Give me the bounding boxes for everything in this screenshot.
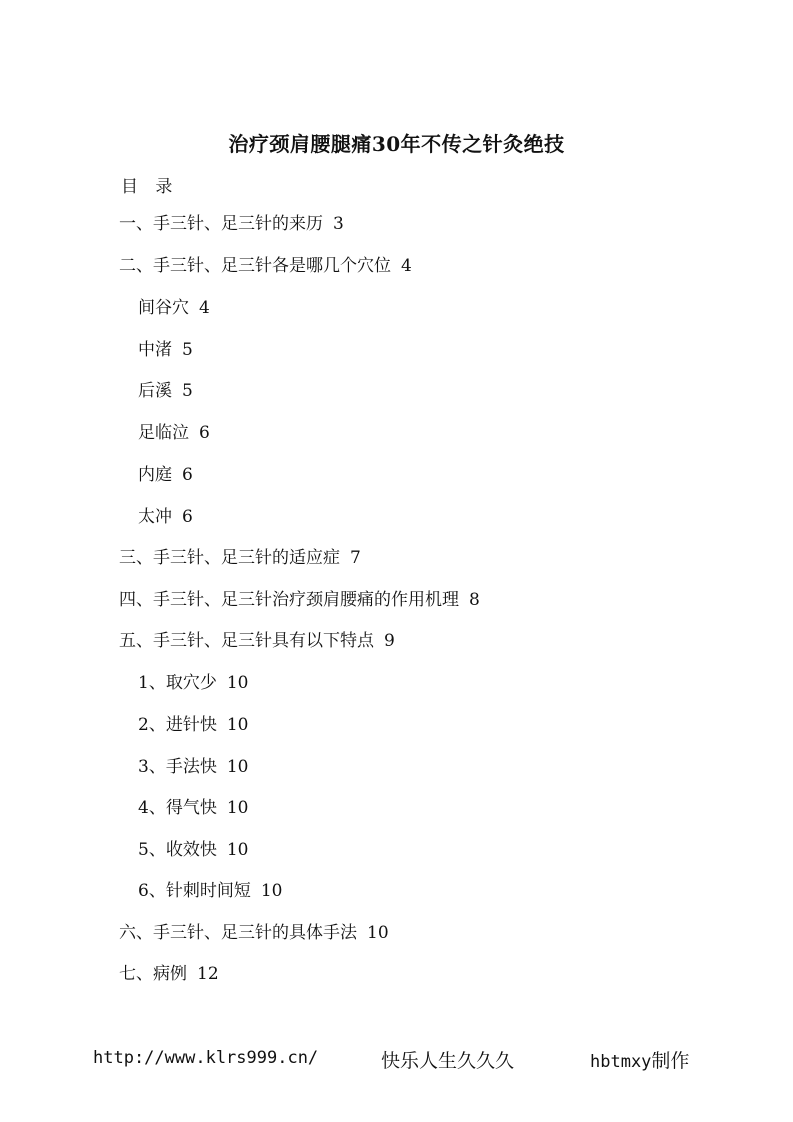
toc-heading: 目 录 [121, 177, 179, 197]
toc-entry [138, 464, 193, 486]
toc-entry [138, 506, 193, 528]
toc-entry-page: 9 [384, 631, 395, 651]
toc-entry-page: 10 [226, 715, 249, 735]
toc-entry [119, 255, 412, 277]
toc-entry-text: 三、手三针、足三针的适应症 [119, 548, 340, 568]
toc-entry-page: 8 [469, 590, 480, 610]
toc-entry [138, 672, 248, 694]
toc-entry-text: 一、手三针、足三针的来历 [119, 214, 323, 234]
toc-entry-page: 4 [401, 256, 412, 276]
toc-entry [119, 213, 344, 235]
document-title: 治疗颈肩腰腿痛30年不传之针灸绝技 [228, 132, 565, 156]
toc-entry-page: 10 [260, 881, 283, 901]
toc-entry [138, 839, 248, 861]
toc-entry-page: 10 [226, 757, 249, 777]
footer-credit-suffix: 制作 [651, 1050, 690, 1072]
toc-entry-page: 3 [333, 214, 344, 234]
toc-entry-page: 5 [182, 381, 193, 401]
toc-entry [138, 297, 210, 319]
toc-entry [138, 797, 248, 819]
toc-entry [138, 380, 193, 402]
toc-entry-text: 5、收效快 [138, 840, 217, 860]
toc-entry [138, 339, 193, 361]
toc-entry-page: 5 [182, 340, 193, 360]
toc-entry-page: 7 [350, 548, 361, 568]
toc-entry-text: 6、针刺时间短 [138, 881, 251, 901]
toc-entry-page: 10 [226, 798, 249, 818]
footer-url-link[interactable]: http://www.klrs999.cn/ [93, 1048, 319, 1068]
toc-entry-text: 4、得气快 [138, 798, 217, 818]
toc-entry-page: 6 [182, 507, 193, 527]
toc-entry-page: 4 [199, 298, 210, 318]
toc-entry [138, 422, 210, 444]
page-footer [0, 1046, 793, 1076]
toc-entry-text: 1、取穴少 [138, 673, 217, 693]
toc-entry-page: 10 [367, 923, 389, 943]
toc-entry-page: 6 [199, 423, 210, 443]
toc-entry-text: 四、手三针、足三针治疗颈肩腰痛的作用机理 [119, 590, 459, 610]
footer-credit [590, 1046, 689, 1073]
toc-entry [138, 756, 248, 778]
toc-entry-text: 后溪 [138, 381, 172, 401]
toc-entry [138, 714, 248, 736]
toc-entry-text: 间谷穴 [138, 298, 189, 318]
toc-entry [119, 589, 480, 611]
toc-entry-text: 六、手三针、足三针的具体手法 [119, 923, 357, 943]
toc-entry-text: 2、进针快 [138, 715, 217, 735]
toc-entry-text: 五、手三针、足三针具有以下特点 [119, 631, 374, 651]
toc-entry-page: 6 [182, 465, 193, 485]
toc-entry [138, 880, 282, 902]
toc-entry [119, 922, 389, 944]
toc-entry [119, 963, 219, 985]
toc-entry [119, 630, 395, 652]
toc-entry [119, 547, 361, 569]
toc-entry-text: 太冲 [138, 507, 172, 527]
toc-entry-text: 二、手三针、足三针各是哪几个穴位 [119, 256, 391, 276]
footer-slogan: 快乐人生久久久 [381, 1050, 515, 1072]
toc-entry-text: 3、手法快 [138, 757, 217, 777]
toc-entry-page: 10 [226, 840, 249, 860]
toc-entry-page: 10 [226, 673, 249, 693]
toc-entry-text: 足临泣 [138, 423, 189, 443]
footer-credit-id: hbtmxy [590, 1052, 652, 1072]
toc-entry-text: 中渚 [138, 340, 172, 360]
toc-entry-text: 七、病例 [119, 964, 187, 984]
toc-entry-text: 内庭 [138, 465, 172, 485]
toc-entry-page: 12 [197, 964, 219, 984]
